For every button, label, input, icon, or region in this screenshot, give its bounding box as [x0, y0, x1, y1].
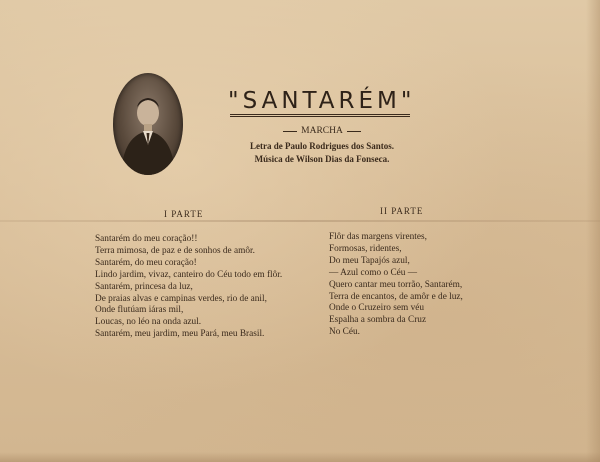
verse-line: Onde flutúam iáras mil,: [95, 305, 184, 316]
verse-line: — Azul como o Céu —: [329, 267, 418, 278]
subtitle-dash-right: [347, 131, 361, 132]
subtitle-row: [262, 126, 382, 136]
paper-edge-shadow: [586, 0, 600, 462]
verse-line: Loucas, no léo na onda azul.: [95, 317, 202, 328]
verse-line: Terra de encantos, de amôr e de luz,: [329, 291, 463, 302]
page-title: "SANTARÉM": [228, 88, 416, 114]
part-one-heading: I PARTE: [164, 209, 204, 219]
title-underline: [230, 114, 410, 117]
verse-line: Santarém, do meu coração!: [95, 257, 197, 268]
verse-line: De praias alvas e campinas verdes, rio de anil,: [95, 293, 267, 304]
verse-line: Espalha a sombra da Cruz: [329, 315, 427, 326]
verse-line: Onde o Cruzeiro sem véu: [329, 303, 425, 314]
part-two-heading: II PARTE: [380, 206, 424, 216]
verse-line: Santarém do meu coração!!: [95, 234, 198, 244]
subtitle-dash-left: [283, 131, 297, 132]
verse-line: Terra mimosa, de paz e de sonhos de amôr.: [95, 245, 255, 256]
music-credit: Música de Wilson Dias da Fonseca.: [254, 154, 390, 164]
verse-line: Lindo jardim, vivaz, canteiro do Céu todo em flôr.: [95, 269, 283, 280]
verse-line: No Céu.: [329, 327, 360, 338]
composer-portrait: [113, 73, 183, 175]
lyrics-credit: Letra de Paulo Rodrigues dos Santos.: [249, 141, 394, 151]
paper-fold-line: [0, 220, 600, 222]
verse-line: Do meu Tapajós azul,: [329, 255, 410, 266]
verse-line: Quero cantar meu torrão, Santarém,: [329, 279, 463, 290]
verse-line: Formosas, ridentes,: [329, 243, 402, 254]
verse-line: Santarém, meu jardim, meu Pará, meu Brasil.: [95, 329, 265, 340]
paper-edge-shadow-bottom: [0, 452, 600, 462]
verse-line: Santarém, princesa da luz,: [95, 281, 193, 292]
portrait-figure: [113, 73, 183, 175]
verse-line: Flôr das margens virentes,: [329, 232, 427, 242]
subtitle: MARCHA: [301, 126, 343, 136]
part-two-verse: [329, 232, 509, 339]
part-one-verse: [95, 234, 320, 341]
